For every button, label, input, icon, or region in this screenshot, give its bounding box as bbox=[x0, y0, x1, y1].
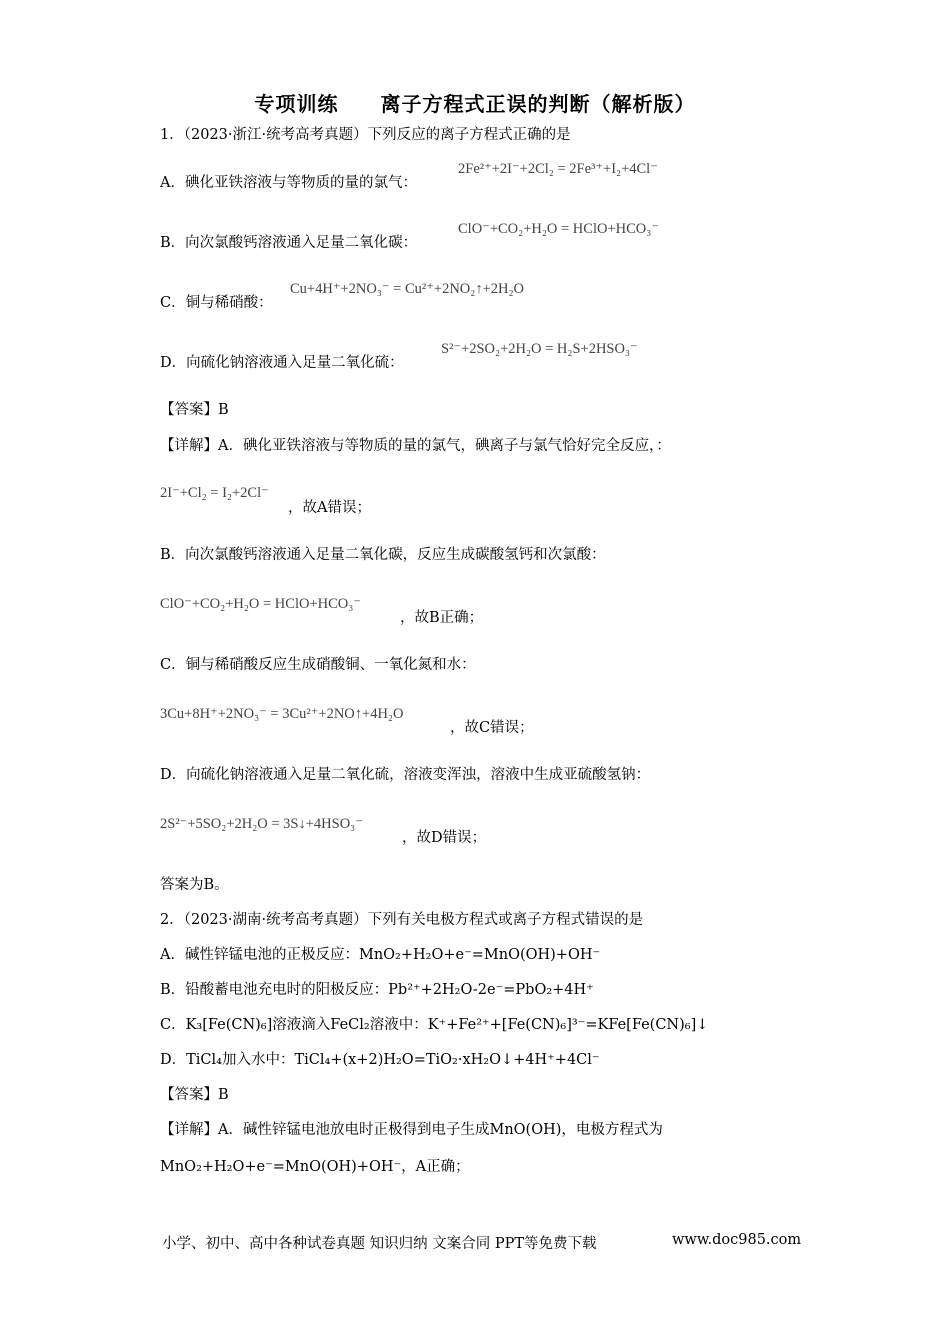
q1-detail-b-equation: ClO⁻+CO₂+H₂O = HClO+HCO₃⁻ bbox=[160, 596, 361, 612]
footer-text: 小学、初中、高中各种试卷真题 知识归纳 文案合同 PPT等免费下载 bbox=[162, 1236, 597, 1252]
q1-detail-d-tail: ，故D错误； bbox=[402, 830, 487, 846]
q1-detail-a: 【详解】A．碘化亚铁溶液与等物质的量的氯气，碘离子与氯气恰好完全反应，： bbox=[160, 438, 671, 454]
q1-answer: 【答案】B bbox=[160, 402, 229, 418]
q2-option-c: C．K₃[Fe(CN)₆]溶液滴入FeCl₂溶液中：K⁺+Fe²⁺+[Fe(CN)₆]³⁻=KFe[Fe(CN)₆]↓ bbox=[160, 1017, 709, 1033]
q1-option-c-equation: Cu+4H⁺+2NO₃⁻ = Cu²⁺+2NO₂↑+2H₂O bbox=[290, 281, 525, 297]
q2-option-d: D．TiCl₄加入水中：TiCl₄+(x+2)H₂O=TiO₂·xH₂O↓+4H⁺+4Cl⁻ bbox=[160, 1052, 600, 1068]
q1-option-d-equation: S²⁻+2SO₂+2H₂O = H₂S+2HSO₃⁻ bbox=[441, 341, 638, 357]
q1-detail-b-tail: ，故B正确； bbox=[400, 610, 484, 626]
q1-detail-c: C．铜与稀硝酸反应生成硝酸铜、一氧化氮和水： bbox=[160, 657, 476, 673]
q1-option-b-equation: ClO⁻+CO₂+H₂O = HClO+HCO₃⁻ bbox=[458, 221, 659, 237]
q1-detail-c-tail: ，故C错误； bbox=[450, 720, 534, 736]
q1-option-d-label: D．向硫化钠溶液通入足量二氧化硫： bbox=[160, 355, 404, 371]
q2-detail-line1: 【详解】A．碱性锌锰电池放电时正极得到电子生成MnO(OH)，电极方程式为 bbox=[160, 1122, 663, 1138]
footer-website-link[interactable]: www.doc985.com bbox=[672, 1232, 802, 1248]
q2-answer: 【答案】B bbox=[160, 1087, 229, 1103]
q1-option-c-label: C．铜与稀硝酸： bbox=[160, 295, 273, 311]
q1-detail-b: B．向次氯酸钙溶液通入足量二氧化碳，反应生成碳酸氢钙和次氯酸： bbox=[160, 547, 606, 563]
q1-detail-d-equation: 2S²⁻+5SO₂+2H₂O = 3S↓+4HSO₃⁻ bbox=[160, 816, 363, 832]
page-title: 专项训练 离子方程式正误的判断（解析版） bbox=[254, 92, 696, 116]
q1-detail-a-tail: ，故A错误； bbox=[288, 500, 371, 516]
q2-detail-line2: MnO₂+H₂O+e⁻=MnO(OH)+OH⁻，A正确； bbox=[160, 1159, 470, 1175]
q2-option-a: A．碱性锌锰电池的正极反应：MnO₂+H₂O+e⁻=MnO(OH)+OH⁻ bbox=[160, 947, 601, 963]
q1-detail-d: D．向硫化钠溶液通入足量二氧化硫，溶液变浑浊，溶液中生成亚硫酸氢钠： bbox=[160, 767, 651, 783]
q1-detail-a-equation: 2I⁻+Cl₂ = I₂+2Cl⁻ bbox=[160, 485, 269, 501]
q1-detail-c-equation: 3Cu+8H⁺+2NO₃⁻ = 3Cu²⁺+2NO↑+4H₂O bbox=[160, 706, 404, 722]
q1-conclusion: 答案为B。 bbox=[160, 877, 229, 893]
q1-option-b-label: B．向次氯酸钙溶液通入足量二氧化碳： bbox=[160, 235, 418, 251]
q1-stem: 1．（2023·浙江·统考高考真题）下列反应的离子方程式正确的是 bbox=[160, 127, 571, 143]
q1-option-a-label: A．碘化亚铁溶液与等物质的量的氯气： bbox=[160, 175, 417, 191]
q1-option-a-equation: 2Fe²⁺+2I⁻+2Cl₂ = 2Fe³⁺+I₂+4Cl⁻ bbox=[458, 161, 658, 177]
q2-option-b: B．铅酸蓄电池充电时的阳极反应：Pb²⁺+2H₂O-2e⁻=PbO₂+4H⁺ bbox=[160, 982, 594, 998]
q2-stem: 2．（2023·湖南·统考高考真题）下列有关电极方程式或离子方程式错误的是 bbox=[160, 912, 644, 928]
